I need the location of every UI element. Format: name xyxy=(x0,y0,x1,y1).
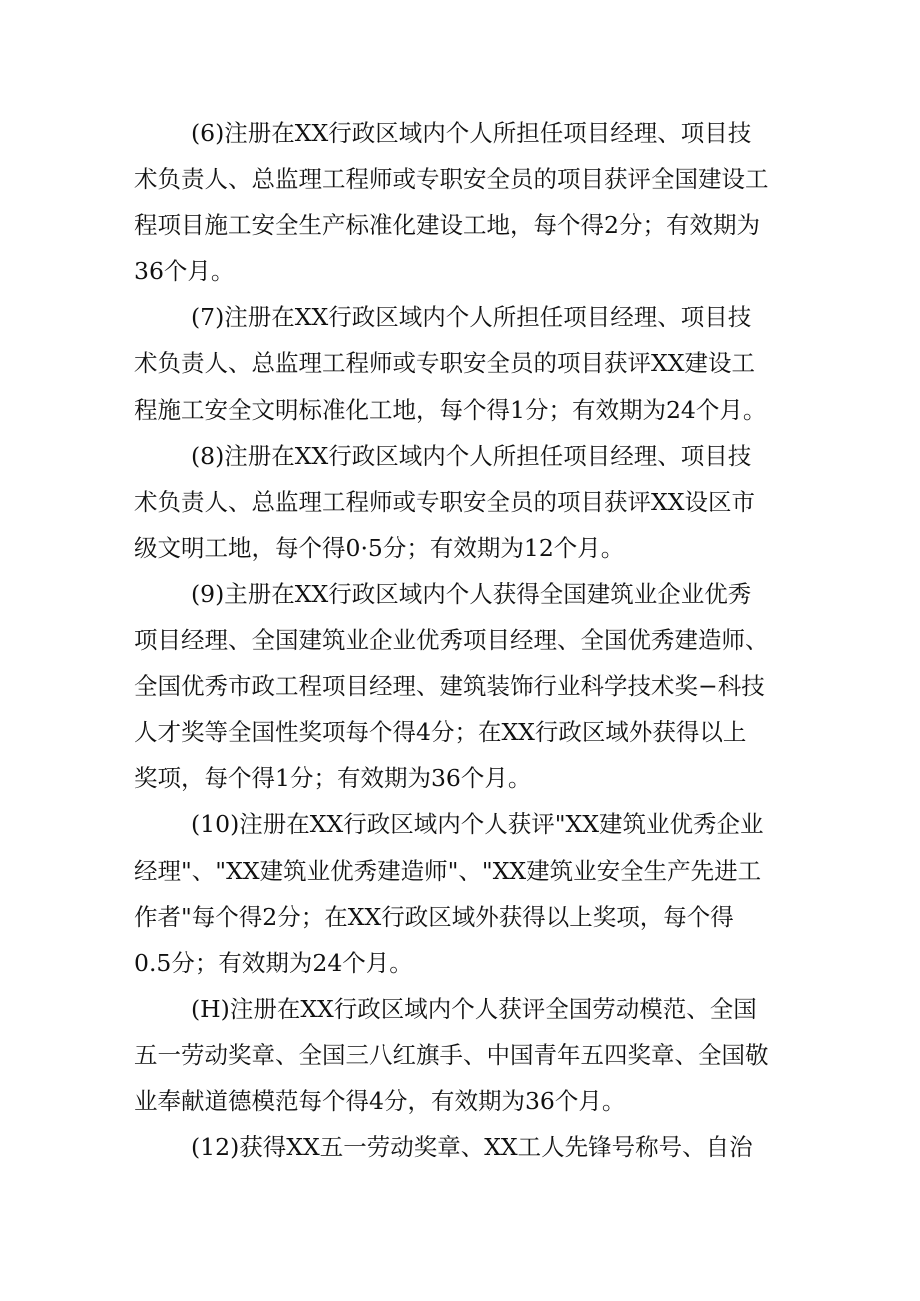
paragraph-item-12 xyxy=(134,1124,798,1170)
text-line: 项目经理、全国建筑业企业优秀项目经理、全国优秀建造师、 xyxy=(134,626,769,655)
text-line: 人才奖等全国性奖项每个得4分；在XX行政区域外获得以上 xyxy=(134,718,747,747)
text-line: (12)获得XX五一劳动奖章、XX工人先锋号称号、自治 xyxy=(191,1133,753,1162)
text-line: 全国优秀市政工程项目经理、建筑装饰行业科学技术奖−科技 xyxy=(134,672,765,701)
text-line: 术负责人、总监理工程师或专职安全员的项目获评XX设区市 xyxy=(134,487,755,516)
text-line: 程项目施工安全生产标准化建设工地，每个得2分；有效期为 xyxy=(134,211,760,240)
text-line: 奖项，每个得1分；有效期为36个月。 xyxy=(134,764,532,793)
paragraph-item-7 xyxy=(134,294,798,432)
text-line: (8)注册在XX行政区域内个人所担任项目经理、项目技 xyxy=(191,441,752,470)
text-line: 五一劳动奖章、全国三八红旗手、中国青年五四奖章、全国敬 xyxy=(134,1040,769,1069)
text-line: 术负责人、总监理工程师或专职安全员的项目获评全国建设工 xyxy=(134,165,769,194)
paragraph-item-10 xyxy=(134,801,798,985)
text-line: 作者"每个得2分；在XX行政区域外获得以上奖项，每个得 xyxy=(134,902,734,931)
text-line: 术负责人、总监理工程师或专职安全员的项目获评XX建设工 xyxy=(134,349,755,378)
text-line: (9)主册在XX行政区域内个人获得全国建筑业企业优秀 xyxy=(191,579,752,608)
paragraph-item-11 xyxy=(134,986,798,1124)
document-body xyxy=(134,110,798,1170)
paragraph-item-6 xyxy=(134,110,798,294)
text-line: 经理"、"XX建筑业优秀建造师"、"XX建筑业安全生产先进工 xyxy=(134,856,762,885)
text-line: 业奉献道德模范每个得4分，有效期为36个月。 xyxy=(134,1086,626,1115)
text-line: 级文明工地，每个得0·5分；有效期为12个月。 xyxy=(134,533,625,562)
paragraph-item-8 xyxy=(134,433,798,571)
paragraph-item-9 xyxy=(134,571,798,801)
text-line: (10)注册在XX行政区域内个人获评"XX建筑业优秀企业 xyxy=(191,810,764,839)
text-line: 程施工安全文明标准化工地，每个得1分；有效期为24个月。 xyxy=(134,395,767,424)
text-line: 36个月。 xyxy=(134,257,235,286)
text-line: (7)注册在XX行政区域内个人所担任项目经理、项目技 xyxy=(191,303,752,332)
text-line: 0.5分；有效期为24个月。 xyxy=(134,948,413,977)
text-line: (6)注册在XX行政区域内个人所担任项目经理、项目技 xyxy=(191,119,752,147)
text-line: (H)注册在XX行政区域内个人获评全国劳动模范、全国 xyxy=(191,994,757,1023)
